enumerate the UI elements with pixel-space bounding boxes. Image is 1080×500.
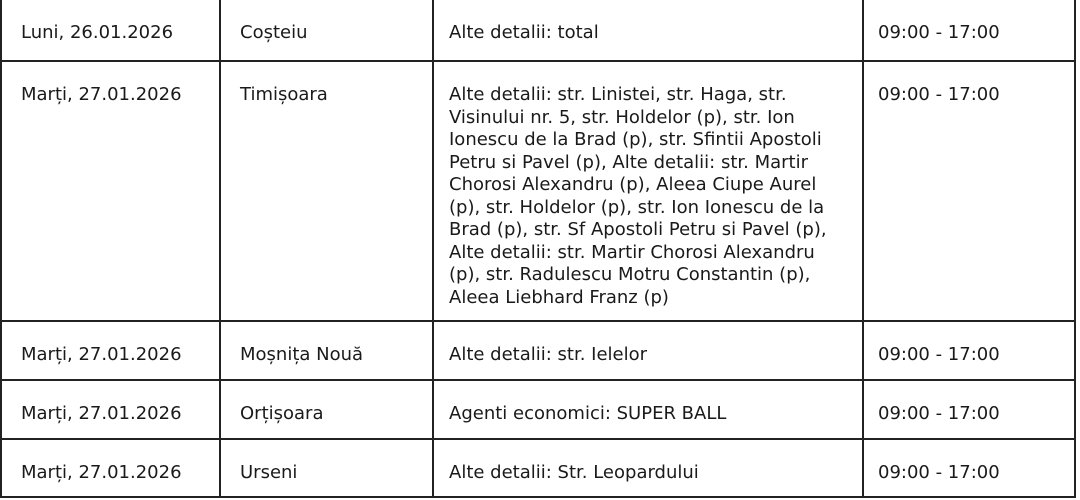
details-cell: Alte detalii: Str. Leopardului bbox=[433, 439, 863, 497]
locality-cell: Urseni bbox=[220, 439, 433, 497]
locality-cell: Orțișoara bbox=[220, 380, 433, 439]
hours-cell: 09:00 - 17:00 bbox=[863, 321, 1075, 380]
hours-cell: 09:00 - 17:00 bbox=[863, 61, 1075, 321]
date-cell: Marți, 27.01.2026 bbox=[1, 380, 220, 439]
details-cell: Alte detalii: str. Ielelor bbox=[433, 321, 863, 380]
locality-cell: Timișoara bbox=[220, 61, 433, 321]
date-cell: Marți, 27.01.2026 bbox=[1, 439, 220, 497]
date-cell: Marți, 27.01.2026 bbox=[1, 61, 220, 321]
details-cell: Agenti economici: SUPER BALL bbox=[433, 380, 863, 439]
details-cell: Alte detalii: str. Linistei, str. Haga, str. Visinului nr. 5, str. Holdelor (p), str. Ion Ionescu de la Brad (p), str. Sfintii Apostoli Petru si Pavel (p), Alte detalii: str. Martir Chorosi Alexandru (p), Aleea Ciupe Aurel (p), str. Holdelor (p), str. Ion Ionescu de la Brad (p), str. Sf Apostoli Petru si Pavel (p), Alte detalii: str. Martir Chorosi Alexandru (p), str. Radulescu Motru Constantin (p), Aleea Liebhard Franz (p) bbox=[433, 61, 863, 321]
table-row bbox=[1, 439, 1075, 497]
hours-cell: 09:00 - 17:00 bbox=[863, 0, 1075, 61]
hours-cell: 09:00 - 17:00 bbox=[863, 439, 1075, 497]
date-cell: Marți, 27.01.2026 bbox=[1, 321, 220, 380]
table-row bbox=[1, 61, 1075, 321]
table-row bbox=[1, 380, 1075, 439]
locality-cell: Moșnița Nouă bbox=[220, 321, 433, 380]
table-row bbox=[1, 0, 1075, 61]
date-cell: Luni, 26.01.2026 bbox=[1, 0, 220, 61]
locality-cell: Coșteiu bbox=[220, 0, 433, 61]
hours-cell: 09:00 - 17:00 bbox=[863, 380, 1075, 439]
table-row bbox=[1, 321, 1075, 380]
details-cell: Alte detalii: total bbox=[433, 0, 863, 61]
